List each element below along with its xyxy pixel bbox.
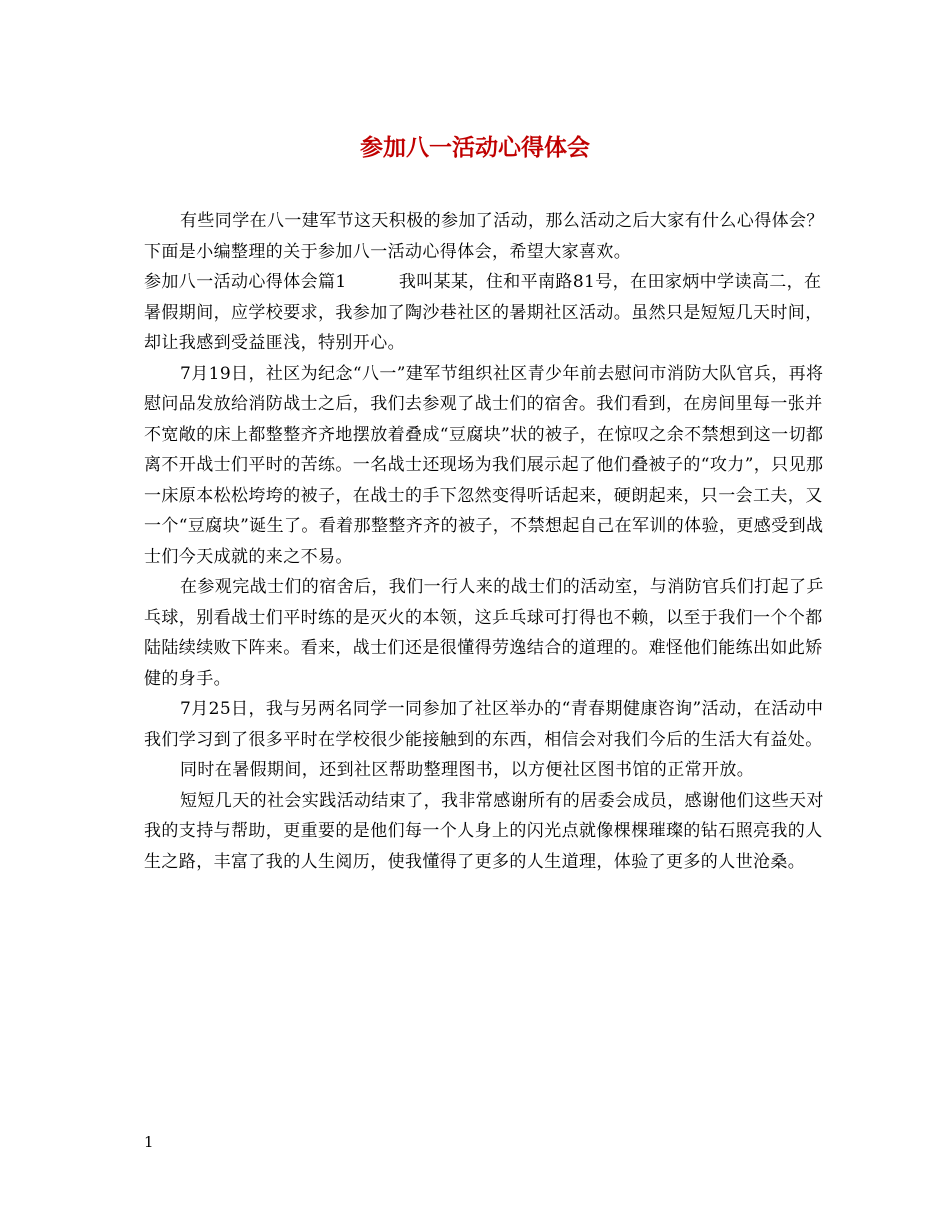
paragraph-intro: 有些同学在八一建军节这天积极的参加了活动，那么活动之后大家有什么心得体会？下面是小编整理的关于参加八一活动心得体会，希望大家喜欢。: [144, 211, 824, 262]
paragraph-library: 同时在暑假期间，还到社区帮助整理图书，以方便社区图书馆的正常开放。: [180, 760, 755, 780]
paragraph-ping-pong: 在参观完战士们的宿舍后，我们一行人来的战士们的活动室，与消防官兵们打起了乒乓球，别看战士们平时练的是灭火的本领，这乒乓球可打得也不赖，以至于我们一个个都陆陆续续败下阵来。看来，战士们还是很懂得劳逸结合的道理的。难怪他们能练出如此矫健的身手。: [144, 577, 824, 689]
page-number: 1: [144, 1133, 154, 1151]
paragraph-july-25: 7月25日，我与另两名同学一同参加了社区举办的“青春期健康咨询”活动，在活动中我们学习到了很多平时在学校很少能接触到的东西，相信会对我们今后的生活大有益处。: [144, 699, 824, 750]
paragraph-july-19: 7月19日，社区为纪念“八一”建军节组织社区青少年前去慰问市消防大队官兵，再将慰问品发放给消防战士之后，我们去参观了战士们的宿舍。我们看到，在房间里每一张并不宽敞的床上都整整齐齐地摆放着叠成“豆腐块”状的被子，在惊叹之余不禁想到这一切都离不开战士们平时的苦练。一名战士还现场为我们展示起了他们叠被子的“攻力”，只见那一床原本松松垮垮的被子，在战士的手下忽然变得听话起来，硬朗起来，只一会工夫，又一个“豆腐块”诞生了。看着那整整齐齐的被子，不禁想起自己在军训的体验，更感受到战士们今天成就的来之不易。: [144, 363, 824, 567]
paragraph-section-1: 参加八一活动心得体会篇1 我叫某某，住和平南路81号，在田家炳中学读高二，在暑假期间，应学校要求，我参加了陶沙巷社区的暑期社区活动。虽然只是短短几天时间，却让我感到受益匪浅，特别开心。: [144, 272, 823, 353]
paragraph-conclusion: 短短几天的社会实践活动结束了，我非常感谢所有的居委会成员，感谢他们这些天对我的支持与帮助，更重要的是他们每一个人身上的闪光点就像棵棵璀璨的钻石照亮我的人生之路，丰富了我的人生阅历，使我懂得了更多的人生道理，体验了更多的人世沧桑。: [144, 790, 824, 872]
document-body: [144, 206, 824, 877]
document-title: 参加八一活动心得体会: [360, 134, 590, 161]
